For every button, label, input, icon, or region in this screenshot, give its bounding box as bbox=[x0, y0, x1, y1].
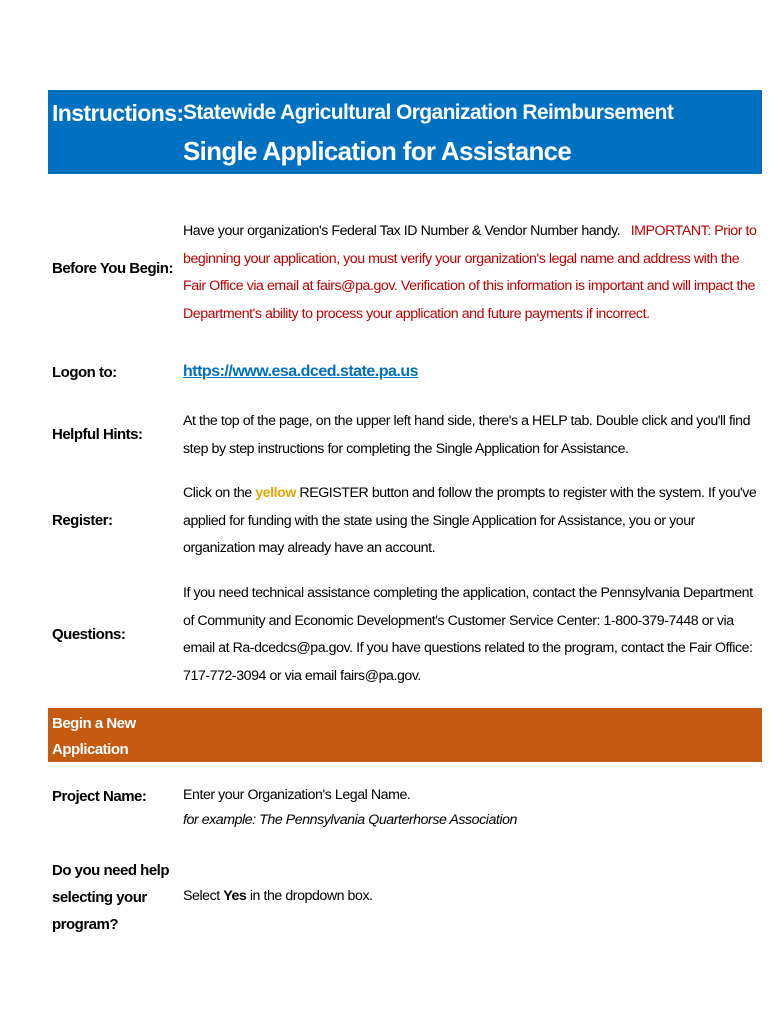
register-text-after: REGISTER button and follow the prompts to register with the system. If you've applied for funding with the state using the Single Application for Assistance, you or your organization may already have an account. bbox=[183, 485, 757, 556]
before-you-begin-text bbox=[183, 218, 761, 328]
section-title: Begin a New Application bbox=[52, 715, 136, 758]
logon-link[interactable]: https://www.esa.dced.state.pa.us bbox=[183, 363, 419, 380]
project-name-instruction: Enter your Organization's Legal Name. bbox=[183, 787, 411, 803]
helpful-hints-text: At the top of the page, on the upper left hand side, there's a HELP tab. Double click and you'll find step by step instructions for completing the Single Application for Assistance. bbox=[183, 413, 751, 457]
help-text-yes: Yes bbox=[223, 888, 247, 904]
register-label: Register: bbox=[52, 512, 113, 529]
questions-text: If you need technical assistance completing the application, contact the Pennsylvania Department of Community and Economic Development's Customer Service Center: 1-800-379-7448 or via email at Ra-dcedcs@pa.gov. If you have questions related to the program, contact the Fair Office: 717-772-3094 or via email fairs@pa.gov. bbox=[183, 585, 753, 684]
help-selecting-program-label: Do you need help selecting your program? bbox=[52, 862, 170, 933]
logon-text bbox=[183, 358, 761, 387]
help-text-before: Select bbox=[183, 888, 220, 904]
instructions-label: Instructions: bbox=[52, 100, 184, 126]
register-text bbox=[183, 480, 761, 563]
questions-label: Questions: bbox=[52, 626, 126, 643]
project-name-text bbox=[183, 782, 761, 834]
project-name-example: for example: The Pennsylvania Quarterhorse Association bbox=[183, 811, 517, 828]
project-name-label: Project Name: bbox=[52, 788, 147, 805]
register-text-before: Click on the bbox=[183, 485, 252, 501]
help-text-after: in the dropdown box. bbox=[249, 888, 373, 904]
important-notice: IMPORTANT: Prior to beginning your application, you must verify your organization's legal name and address with the Fair Office via email at fairs@pa.gov. Verification of this information is important and will impact the Department's ability to process your application and future payments if incorrect. bbox=[183, 223, 757, 322]
help-selecting-program-text bbox=[183, 883, 761, 911]
helpful-hints-label: Helpful Hints: bbox=[52, 426, 143, 443]
logon-label: Logon to: bbox=[52, 364, 117, 381]
before-you-begin-black: Have your organization's Federal Tax ID Number & Vendor Number handy. bbox=[183, 223, 621, 239]
program-title: Statewide Agricultural Organization Reimbursement bbox=[183, 101, 674, 124]
application-title: Single Application for Assistance bbox=[183, 136, 572, 166]
instructions-header bbox=[48, 90, 762, 174]
before-you-begin-label: Before You Begin: bbox=[52, 260, 173, 277]
register-yellow-word: yellow bbox=[255, 485, 296, 501]
begin-new-application-header bbox=[48, 708, 762, 762]
